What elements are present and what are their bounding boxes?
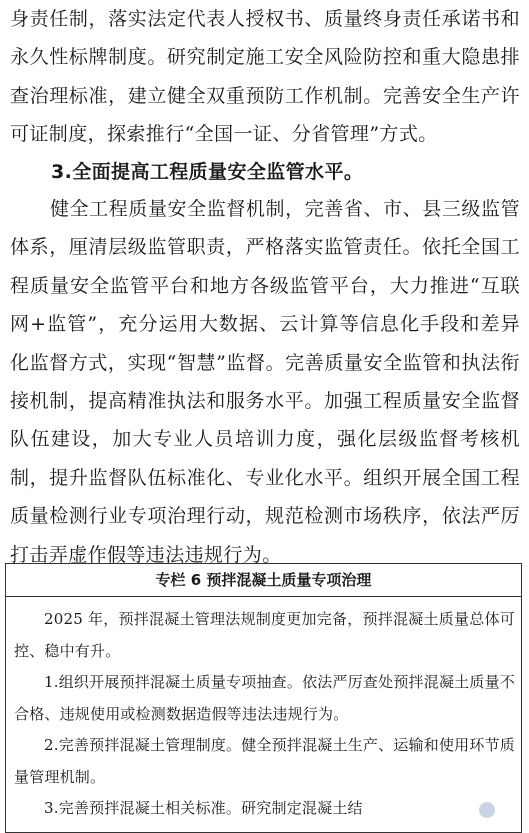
box-title: 专栏 6 预拌混凝土质量专项治理	[6, 564, 521, 597]
paragraph-2: 健全工程质量安全监督机制，完善省、市、县三级监管体系，厘清层级监管职责，严格落实监管责任。依托全国工程质量安全监管平台和地方各级监管平台，大力推进“互联网+监管”，充分运用大数据、云计算等信息化手段和差异化监督方式，实现“智慧”监督。完善质量安全监管和执法衔接机制，提高精准执法和服务水平。加强工程质量安全监督队伍建设，加大专业人员培训力度，强化层级监督考核机制，提升监督队伍标准化、专业化水平。组织开展全国工程质量检测行业专项治理行动，规范检测市场秩序，依法严厉打击弄虚作假等违法违规行为。	[10, 198, 520, 566]
box-paragraph-item-2: 2.完善预拌混凝土管理制度。健全预拌混凝土生产、运输和使用环节质量管理机制。	[14, 736, 515, 786]
box-paragraph-intro: 2025 年，预拌混凝土管理法规制度更加完备，预拌混凝土质量总体可控、稳中有升。	[14, 610, 515, 660]
box-body	[6, 597, 521, 825]
sidebar-box	[5, 563, 522, 833]
box-paragraph-item-1: 1.组织开展预拌混凝土质量专项抽查。依法严厉查处预拌混凝土质量不合格、违规使用或检测数据造假等违法违规行为。	[14, 673, 515, 723]
box-paragraph-item-3: 3.完善预拌混凝土相关标准。研究制定混凝土结	[44, 799, 363, 817]
paragraph-1: 身责任制，落实法定代表人授权书、质量终身责任承诺书和永久性标牌制度。研究制定施工安全风险防控和重大隐患排查治理标准，建立健全双重预防工作机制。完善安全生产许可证制度，探索推行“全国一证、分省管理”方式。	[10, 8, 520, 146]
watermark	[443, 800, 523, 822]
section-heading: 3.全面提高工程质量安全监管水平。	[51, 161, 364, 183]
